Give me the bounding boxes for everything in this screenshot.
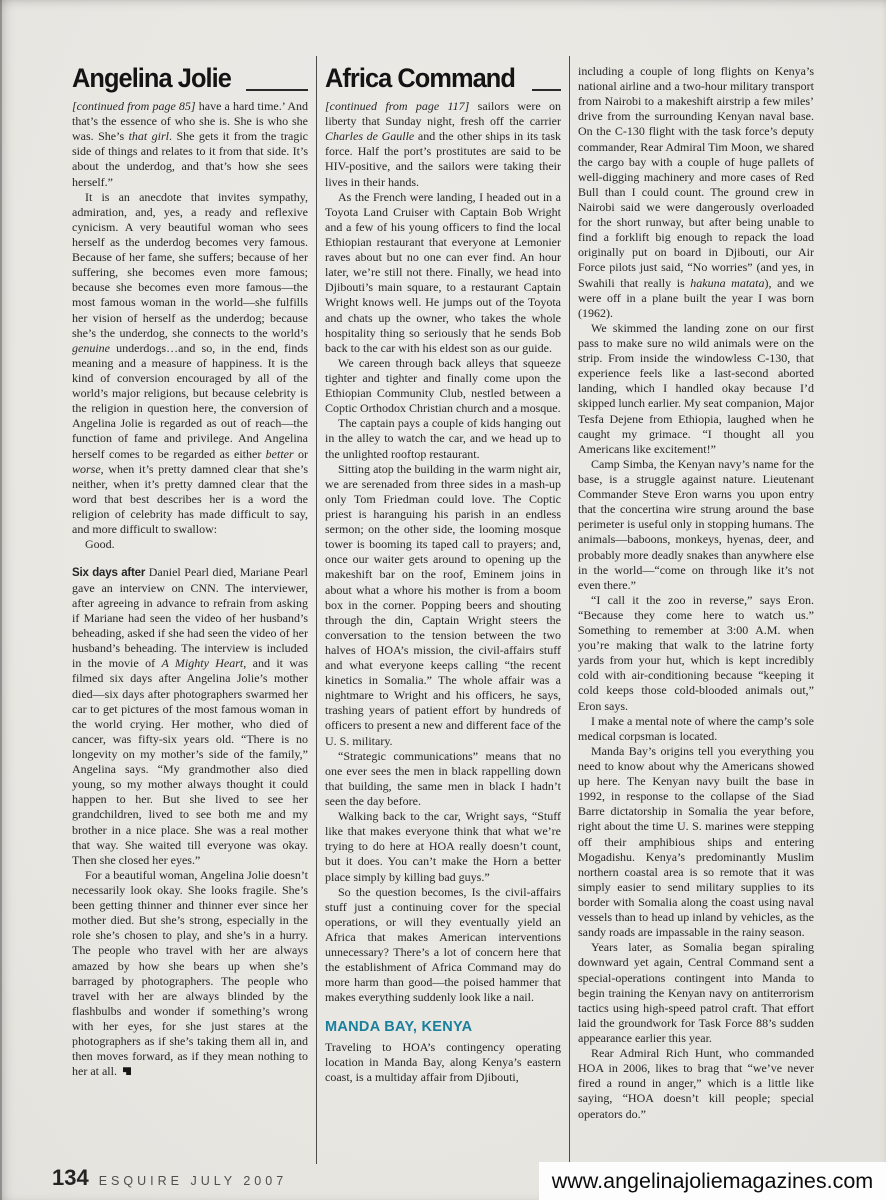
column-gutter <box>561 56 578 1164</box>
paragraph <box>325 885 561 1006</box>
text-run: hakuna matata <box>690 275 765 290</box>
article-title-africa-command: Africa Command <box>325 63 515 93</box>
text-run: Walking back to the car, Wright says, “Stuff like that makes everyone think that what we’re trying to do here at HOA really doesn’t count, but it does. You can’t make the Horn a better place simply by killing bad guys.” <box>325 809 561 884</box>
article-header-angelina-jolie <box>72 56 308 92</box>
text-run: Charles de Gaulle <box>325 129 415 144</box>
page-footer <box>52 1165 287 1191</box>
text-run: Six days after <box>72 567 146 580</box>
paragraph <box>325 356 561 416</box>
page-number: 134 <box>52 1165 89 1190</box>
text-run: that girl <box>128 129 170 144</box>
watermark-url: www.angelinajoliemagazines.com <box>551 1168 874 1193</box>
text-run: We careen through back alleys that squeeze tighter and tighter and finally come upon the Ethiopian Community Club, nestled between a Coptic Orthodox Christian church and a mosque. <box>325 355 561 416</box>
text-run: A Mighty Heart <box>161 656 244 671</box>
article-title-angelina-jolie: Angelina Jolie <box>72 63 231 93</box>
text-run: [continued from page 117] <box>325 99 470 113</box>
text-run: underdogs…and so, in the end, finds meaning and a measure of happiness. It is the kind of conversion encouraged by all of the world’s major religions, but because celebrity is the religion in question here, the conversion of Angelina Jolie is regarded as out of reach—the function of fame and privilege. And Angelina herself comes to be regarded as either <box>72 340 308 461</box>
paragraph <box>578 744 814 940</box>
article-body-africa-command-continued <box>578 64 814 1122</box>
text-run: Manda Bay’s origins tell you everything you need to know about why the Americans showed up here. The Kenyan navy built the base in 1992, in response to the collapse of the Siad Barre dictatorship in Somalia the year before, right about the time U. S. marines were stepping off their amphibious ships and entering Mogadishu. Kenya’s predominantly Muslim northern coastal area is so remote that it was simply easier to send military supplies to its border with Somalia along the coast using naval vessels than to head up inland by vehicles, as the sandy roads are impassable in the rainy season. <box>578 743 814 940</box>
text-run: MANDA BAY, KENYA <box>325 1018 473 1035</box>
text-run: Years later, as Somalia began spiraling downward yet again, Central Command sent a special-operations contingent into Manda to begin training the Kenyan navy on antiterrorism tactics using high-speed patrol craft. That effort laid the groundwork for Task Force 88’s sudden appearance earlier this year. <box>578 940 814 1045</box>
paragraph <box>578 593 814 714</box>
text-run: “I call it the zoo in reverse,” says Eron. “Because they come here to watch us.” Something to remember at 3:00 A.M. when you’re making that walk to the latrine forty yards from your hut, which is kept incredibly cold with air-conditioning because “keeping it cold keeps those cold-blooded animals out,” Eron says. <box>578 592 814 713</box>
paragraph <box>325 190 561 356</box>
text-run: Sitting atop the building in the warm night air, we are serenaded from three sides in a mash-up only Tom Friedman could love. The Coptic priest is haranguing his parish in an endless sermon; on the other side, the looming mosque tower is booming its taped call to prayers; and, once our waiter gets around to opening up the makeshift bar on the roof, Eminem joins in about what a whore his mother is from a boom box in the corner. Popping beers and shouting through the din, Captain Wright steers the conversation to the tension between the two halves of HOA’s mission, the civil-affairs stuff and what everyone keeps calling “the recent kinetics in Somalia.” The whole affair was a nightmare to Wright and his officers, he says, trashing years of patient effort by hundreds of officers to present a new and different face of the U. S. military. <box>325 461 561 748</box>
paragraph <box>578 940 814 1046</box>
text-run: better <box>265 446 294 461</box>
text-run: worse <box>72 461 101 476</box>
paragraph <box>578 321 814 457</box>
text-run: [continued from page 85] <box>72 99 196 113</box>
text-run: sailors were on liberty that Sunday night, fresh off the carrier <box>325 99 561 129</box>
text-run: genuine <box>72 340 110 355</box>
paragraph <box>72 537 308 552</box>
column-gutter <box>308 56 325 1164</box>
text-run: or <box>293 446 308 461</box>
end-of-article-mark <box>123 1067 131 1075</box>
text-run: and the other ships in its task force. Half the port’s prostitutes are said to be HIV-positive, and the sailors were taking their lives in their hands. <box>325 129 561 189</box>
text-run: , and it was filmed six days after Angelina Jolie’s mother died—six days after photographers swarmed her car to get pictures of the most famous woman in the world crying. Her mother, who died of cancer, was fifty-six years old. “There is no longevity on my mother’s side of the family,” Angelina says. “My grandmother also died young, so my mother always thought it could happen to her. But she lived to see her grandchildren, lived to see both me and my brother in a nice place. She was a real mother that way. She waited till everyone was okay. Then she closed her eyes.” <box>72 656 309 867</box>
text-run: Traveling to HOA’s contingency operating location in Manda Bay, along Kenya’s eastern coast, is a multiday affair from Djibouti, <box>325 1039 561 1085</box>
paragraph <box>578 714 814 744</box>
paragraph <box>325 809 561 885</box>
text-run: . She gets it from the tragic side of things and relates to it from that side. It’s about the underdog, and that’s how she sees herself.” <box>72 129 308 189</box>
paragraph <box>72 565 308 868</box>
text-run: Good. <box>85 537 115 552</box>
magazine-folio: ESQUIRE JULY 2007 <box>98 1174 288 1188</box>
paragraph <box>325 1040 561 1085</box>
text-run: ), and we were off in a plane built the year I was born (1962). <box>578 275 814 320</box>
paragraph <box>578 1046 814 1122</box>
paragraph <box>325 99 561 190</box>
column-angelina-jolie <box>72 56 308 1164</box>
text-run: Daniel Pearl died, Mariane Pearl gave an interview on CNN. The interviewer, after agreeing in advance to refrain from asking if Mariane had seen the video of her husband’s beheading, asked if she had seen the video of her husband’s beheading. The interview is included in the movie of <box>72 565 308 671</box>
article-header-africa-command <box>325 56 561 92</box>
column-africa-command-continued <box>578 56 814 1164</box>
article-body-africa-command <box>325 99 561 1085</box>
text-run: Camp Simba, the Kenyan navy’s name for the base, is a struggle against nature. Lieutenant Commander Steve Eron warns you upon entry that the concertina wire strung around the base perimeter is useful only in stopping humans. The animals—baboons, monkeys, hyenas, deer, and probably more deadly snakes than anywhere else in the world—“come on through like it’s not even there.” <box>578 456 814 592</box>
text-run: So the question becomes, Is the civil-affairs stuff just a continuing cover for the special operations, or will they eventually yield an Africa that makes American interventions unnecessary? There’s a lot of concern here that the establishment of Africa Command may do more harm than good—the poised hammer that makes everything suddenly look like a nail. <box>325 884 561 1005</box>
page-content <box>72 56 814 1164</box>
watermark-strip <box>539 1162 886 1200</box>
text-run: For a beautiful woman, Angelina Jolie doesn’t necessarily look okay. She looks fragile. She’s been getting thinner and thinner ever since her mother died. But she’s strong, especially in the role she’s chosen to play, and she’s in a hurry. The people who travel with her are always amazed by how she bears up when she’s barraged by photographers. The people who travel with her are always blinded by the flashbulbs and wonder if something’s wrong with her eyes, for she just stares at the photographers as if she’s taking them all in, and then moves forward, as if they mean nothing to her at all. <box>72 867 308 1079</box>
section-subhead <box>325 1018 561 1036</box>
paragraph <box>325 462 561 749</box>
text-run: As the French were landing, I headed out in a Toyota Land Cruiser with Captain Bob Wright and a few of his young officers to find the local Ethiopian restaurant that everyone at Lemonier raves about but no one can ever find. An hour later, we’re still not there. Finally, we head into Djibouti’s main square, to a restaurant Captain Wright knows well. He jumps out of the Toyota and chats up the owner, who takes the whole hospitality thing so seriously that he sends Bob back to the car with his eldest son as our guide. <box>325 189 561 355</box>
title-underline-rule <box>246 89 308 91</box>
text-run: have a hard time.’ And that’s the essence of who she is. She is who she was. She’s <box>72 99 308 144</box>
paragraph <box>72 99 308 190</box>
text-run: It is an anecdote that invites sympathy, admiration, and, yes, a ready and reflexive cynicism. A very beautiful woman who sees herself as the underdog becomes very famous. Because of her fame, she suffers; because of her suffering, she becomes even more famous; because she becomes even more famous—the most famous woman in the world—she fulfills her vision of herself as the underdog; because she’s the underdog, she connects to the world’s <box>72 189 308 340</box>
column-divider-rule <box>569 56 570 1164</box>
text-run: I make a mental note of where the camp’s sole medical corpsman is located. <box>578 713 814 743</box>
text-run: “Strategic communications” means that no one ever sees the men in black rappelling down that building, the same men in black I hadn’t seen the day before. <box>325 748 561 809</box>
text-run: including a couple of long flights on Kenya’s national airline and a two-hour military transport from Nairobi to a makeshift airstrip a few miles’ drive from the surrounding Kenyan naval base. On the C-130 flight with the task force’s deputy commander, Rear Admiral Tim Moon, we shared the cargo bay with a couple of huge pallets of well-digging machinery and more cases of Red Bull than I could count. The ground crew in Nairobi said we were dangerously overloaded for the short runway, but after being unable to find a forklift big enough to repack the load originally put on board in Djibouti, our Air Force pilots just said, “No worries” (and yes, in Swahili that really is <box>578 64 814 290</box>
scan-edge-shadow <box>0 0 2 1200</box>
text-run: , when it’s pretty damned clear that she’s neither, when it’s pretty damned clear that the word that best describes her is a word the religion of celebrity has made difficult to say, and more difficult to swallow: <box>72 461 308 537</box>
paragraph <box>578 457 814 593</box>
title-underline-rule <box>532 89 561 91</box>
column-africa-command <box>325 56 561 1164</box>
text-run: The captain pays a couple of kids hanging out in the alley to watch the car, and we head up to the unlighted rooftop restaurant. <box>325 416 561 461</box>
paragraph <box>325 749 561 809</box>
paragraph <box>578 64 814 321</box>
article-body-angelina-jolie <box>72 99 308 1079</box>
text-run: Rear Admiral Rich Hunt, who commanded HOA in 2006, likes to brag that “we’ve never fired a round in anger,” which is a little like saying, “HOA doesn’t kill people; special operators do.” <box>578 1046 814 1121</box>
paragraph <box>72 190 308 538</box>
text-run: We skimmed the landing zone on our first pass to make sure no wild animals were on the strip. From inside the windowless C-130, that experience feels like a last-second aborted landing, which I handled okay because I’d skipped lunch earlier. My seat companion, Major Tesfa Dejene from Ethiopia, laughed when he caught my grimace. “I thought all you Americans like excitement!” <box>578 320 814 456</box>
column-divider-rule <box>316 56 317 1164</box>
paragraph <box>72 868 308 1080</box>
paragraph <box>325 416 561 461</box>
